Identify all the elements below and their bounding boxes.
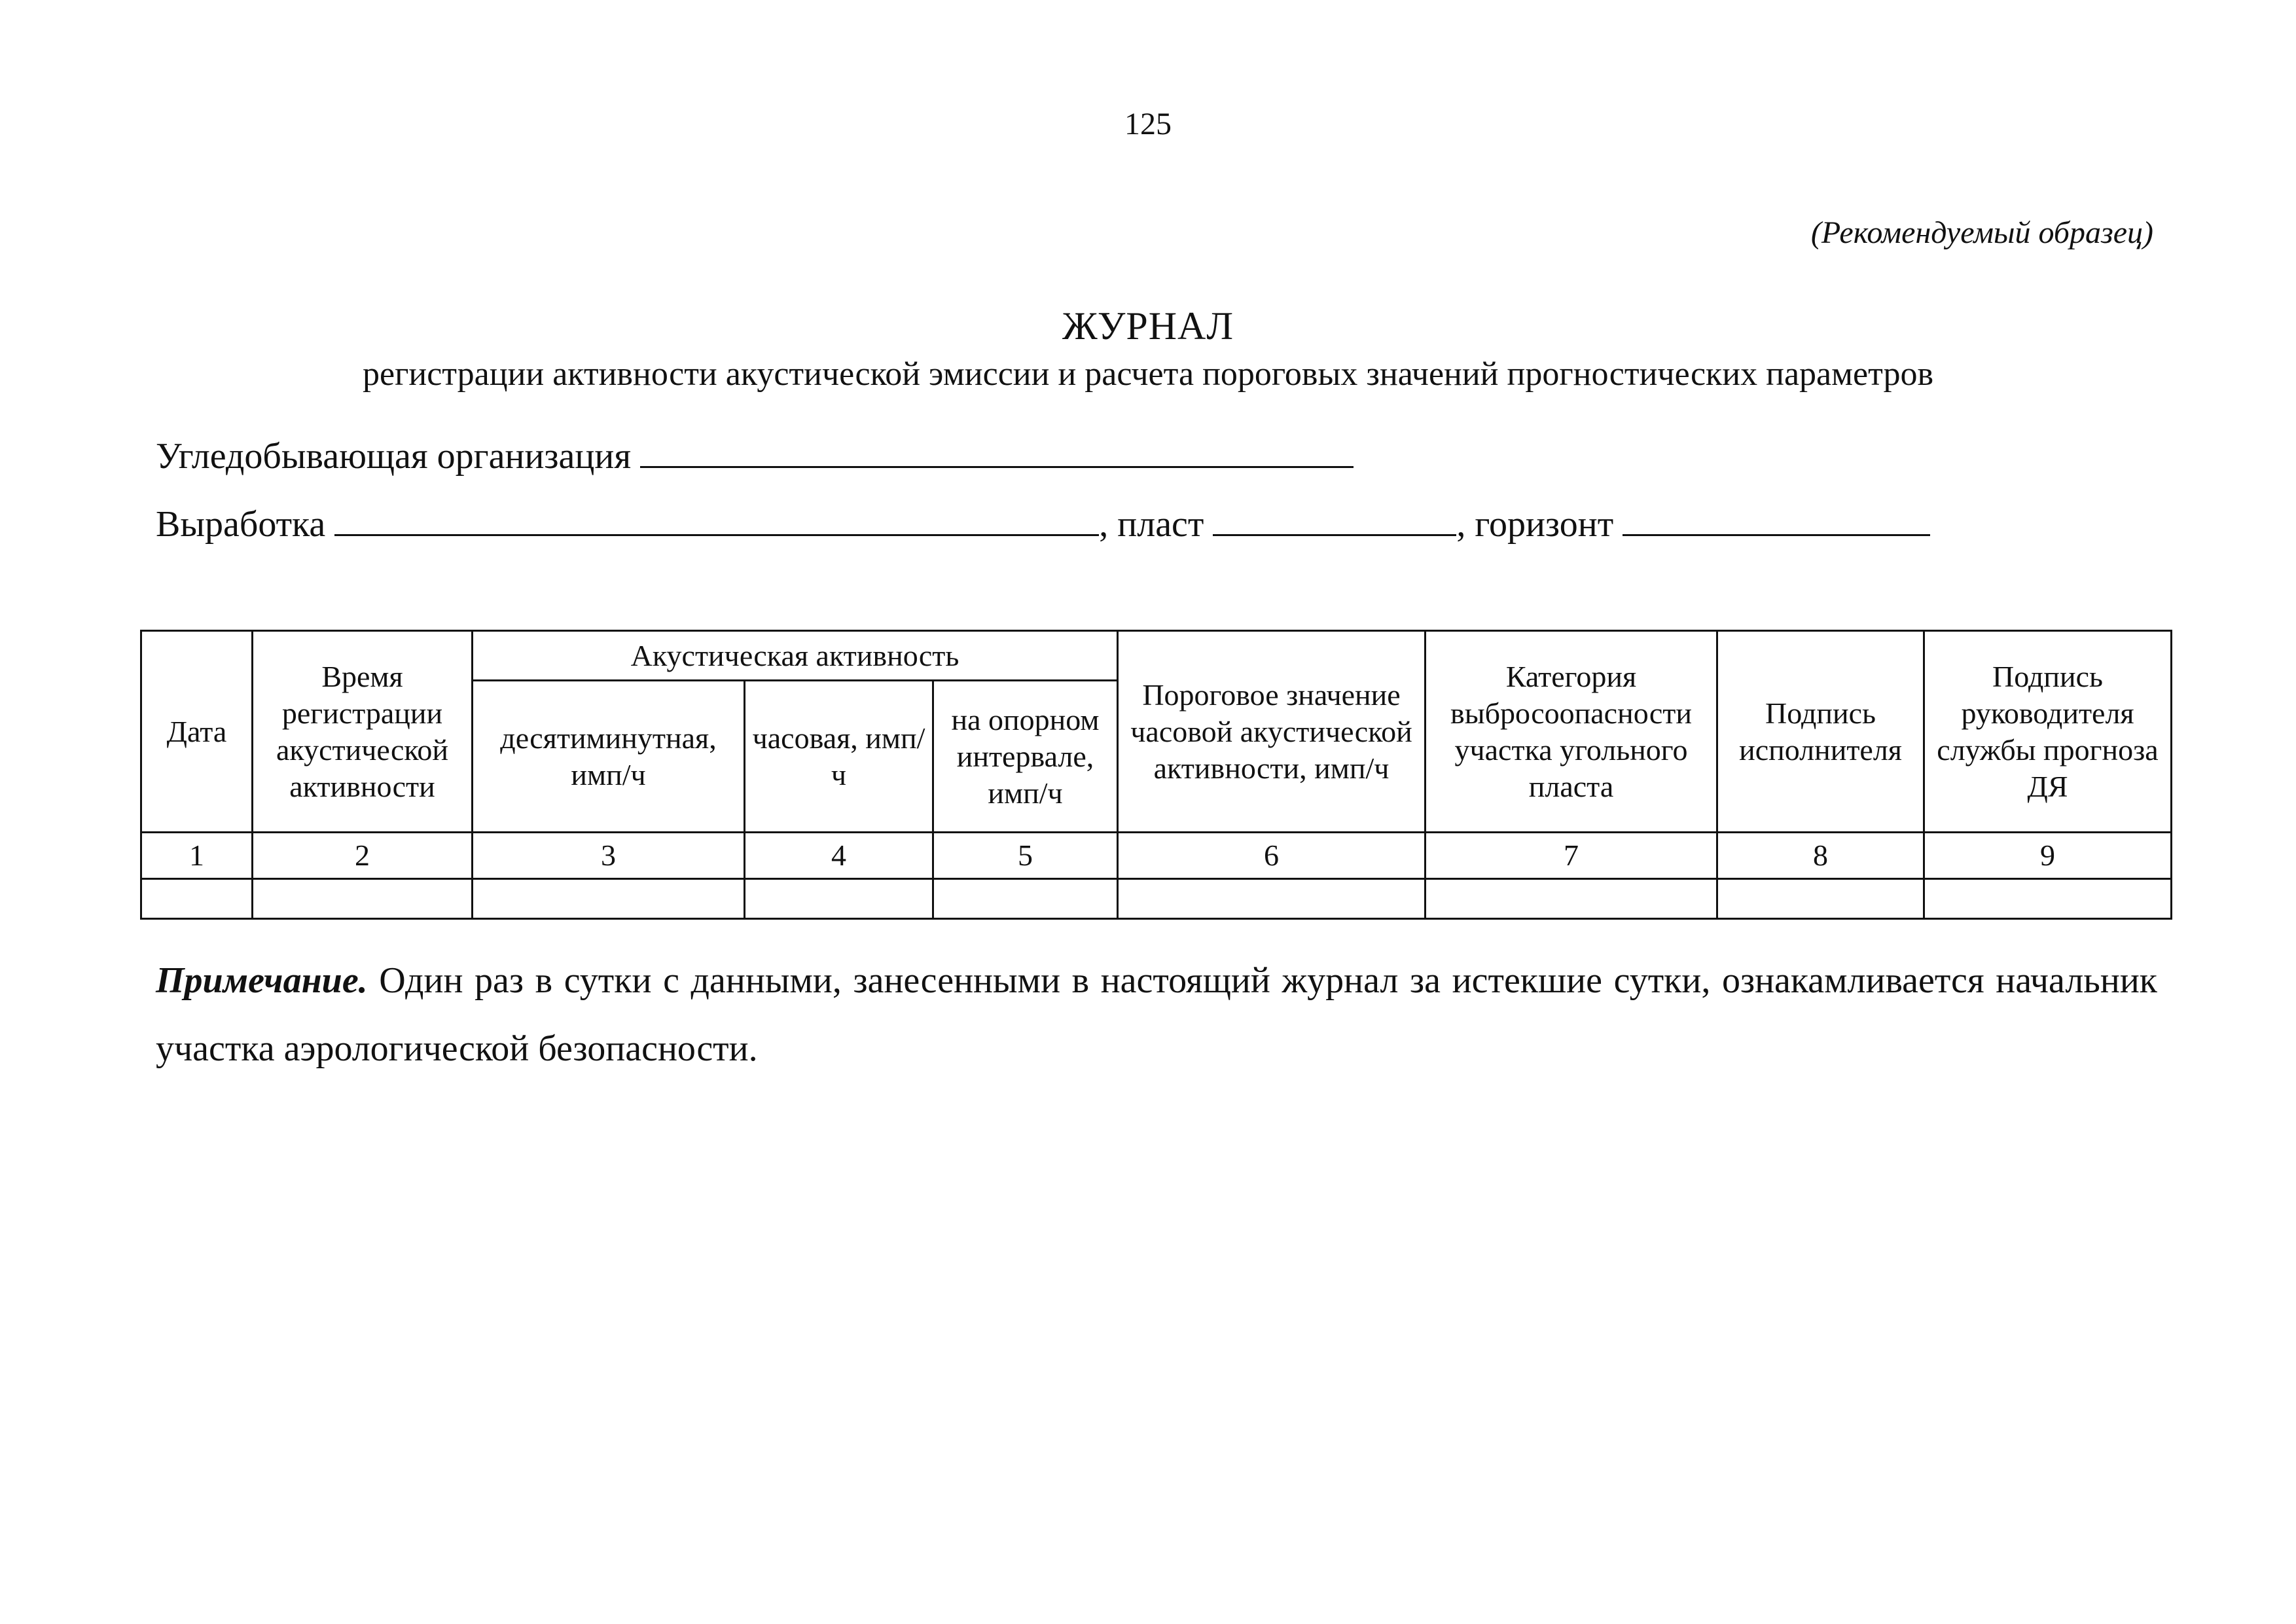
table-cell[interactable]: [141, 879, 253, 919]
column-number: 1: [141, 833, 253, 879]
column-number: 4: [745, 833, 933, 879]
working-field-row: [156, 500, 1930, 547]
note-text: Один раз в сутки с данными, занесенными в настоящий журнал за истекшие сутки, ознакамливается начальник участка аэрологической безопасности.: [156, 960, 2157, 1069]
page-number: 125: [1124, 107, 1172, 141]
table-cell[interactable]: [1924, 879, 2172, 919]
column-number: 7: [1426, 833, 1717, 879]
header-ten-minute: десятиминутная, имп/ч: [473, 681, 745, 833]
column-number: 5: [933, 833, 1118, 879]
working-blank[interactable]: [334, 500, 1099, 536]
table-cell[interactable]: [1717, 879, 1924, 919]
column-number: 2: [253, 833, 473, 879]
header-reference-interval: на опорном интервале, имп/ч: [933, 681, 1118, 833]
header-date: Дата: [141, 631, 253, 833]
journal-table: [140, 630, 2172, 920]
column-number: 6: [1118, 833, 1426, 879]
document-subtitle: регистрации активности акустической эмиссии и расчета пороговых значений прогностических параметров: [362, 355, 1934, 393]
column-number: 9: [1924, 833, 2172, 879]
table-row: [141, 879, 2172, 919]
table-cell[interactable]: [1118, 879, 1426, 919]
header-acoustic-activity: Акустическая активность: [473, 631, 1118, 681]
organization-blank[interactable]: [640, 432, 1354, 468]
document-title: ЖУРНАЛ: [1062, 304, 1234, 348]
organization-label: Угледобывающая организация: [156, 436, 632, 477]
column-number: 8: [1717, 833, 1924, 879]
note-paragraph: [156, 947, 2157, 1083]
organization-field-row: [156, 432, 1354, 478]
header-hourly: часовая, имп/ч: [745, 681, 933, 833]
header-head-signature: Подпись руководителя службы прогноза ДЯ: [1924, 631, 2172, 833]
table-cell[interactable]: [253, 879, 473, 919]
seam-label: , пласт: [1099, 504, 1204, 545]
header-registration-time: Время регистрации акустической активности: [253, 631, 473, 833]
header-outburst-category: Категория выбросоопасности участка угольного пласта: [1426, 631, 1717, 833]
header-executor-signature: Подпись исполнителя: [1717, 631, 1924, 833]
header-threshold-value: Пороговое значение часовой акустической активности, имп/ч: [1118, 631, 1426, 833]
table-cell[interactable]: [1426, 879, 1717, 919]
table-cell[interactable]: [933, 879, 1118, 919]
table-cell[interactable]: [473, 879, 745, 919]
table-cell[interactable]: [745, 879, 933, 919]
horizon-label: , горизонт: [1456, 504, 1614, 545]
horizon-blank[interactable]: [1623, 500, 1930, 536]
note-label: Примечание.: [156, 960, 368, 1001]
sample-label: (Рекомендуемый образец): [1810, 215, 2153, 250]
column-number: 3: [473, 833, 745, 879]
seam-blank[interactable]: [1213, 500, 1456, 536]
column-number-row: [141, 833, 2172, 879]
working-label: Выработка: [156, 504, 326, 545]
